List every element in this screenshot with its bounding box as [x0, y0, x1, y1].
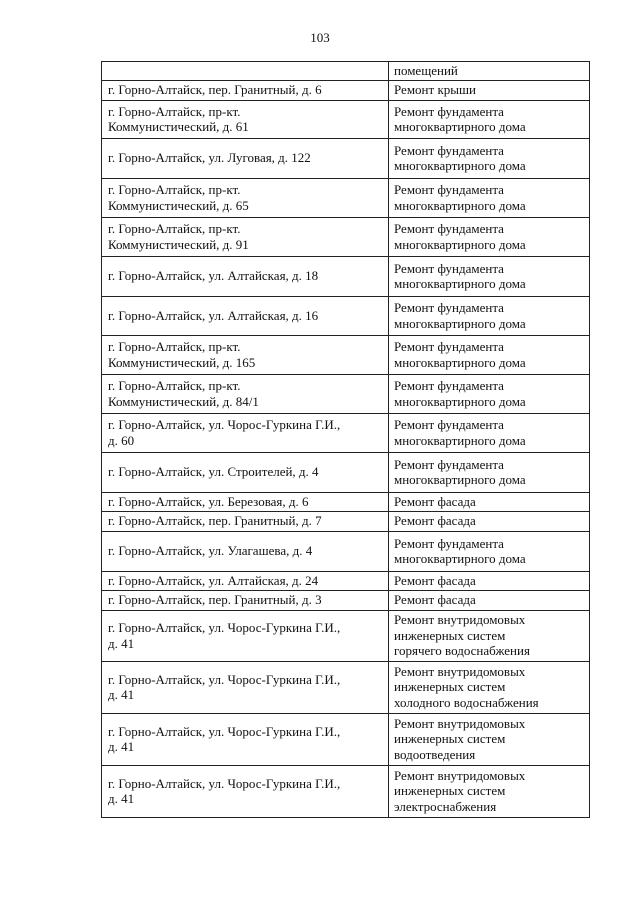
work-type-cell: Ремонт фундамента многоквартирного дома [389, 178, 590, 217]
repair-table-body [102, 62, 590, 818]
table-row [102, 590, 590, 610]
address-cell: г. Горно-Алтайск, пр-кт. Коммунистический, д. 84/1 [102, 374, 389, 413]
table-row [102, 452, 590, 492]
table-row [102, 178, 590, 217]
address-cell: г. Горно-Алтайск, ул. Чорос-Гуркина Г.И., д. 41 [102, 661, 389, 713]
table-row [102, 335, 590, 374]
work-type-cell: Ремонт внутридомовых инженерных систем горячего водоснабжения [389, 610, 590, 661]
work-type-cell: Ремонт фундамента многоквартирного дома [389, 217, 590, 256]
repair-table [101, 61, 590, 818]
work-type-cell: Ремонт фундамента многоквартирного дома [389, 452, 590, 492]
work-type-cell: Ремонт фундамента многоквартирного дома [389, 296, 590, 335]
address-cell: г. Горно-Алтайск, ул. Березовая, д. 6 [102, 492, 389, 511]
work-type-cell: Ремонт фасада [389, 590, 590, 610]
table-row [102, 765, 590, 817]
address-cell: г. Горно-Алтайск, пр-кт. Коммунистический, д. 91 [102, 217, 389, 256]
work-type-cell: помещений [389, 62, 590, 81]
work-type-cell: Ремонт фундамента многоквартирного дома [389, 256, 590, 296]
work-type-cell: Ремонт фасада [389, 571, 590, 590]
table-row [102, 492, 590, 511]
work-type-cell: Ремонт фундамента многоквартирного дома [389, 138, 590, 178]
work-type-cell: Ремонт фасада [389, 511, 590, 531]
address-cell: г. Горно-Алтайск, ул. Чорос-Гуркина Г.И., д. 41 [102, 610, 389, 661]
address-cell: г. Горно-Алтайск, ул. Строителей, д. 4 [102, 452, 389, 492]
address-cell: г. Горно-Алтайск, пер. Гранитный, д. 6 [102, 80, 389, 100]
work-type-cell: Ремонт фасада [389, 492, 590, 511]
table-row [102, 296, 590, 335]
address-cell [102, 62, 389, 81]
address-cell: г. Горно-Алтайск, пр-кт. Коммунистический, д. 61 [102, 100, 389, 138]
table-row [102, 531, 590, 571]
table-row [102, 374, 590, 413]
address-cell: г. Горно-Алтайск, пр-кт. Коммунистический, д. 165 [102, 335, 389, 374]
work-type-cell: Ремонт фундамента многоквартирного дома [389, 374, 590, 413]
table-row [102, 661, 590, 713]
table-row [102, 511, 590, 531]
address-cell: г. Горно-Алтайск, ул. Луговая, д. 122 [102, 138, 389, 178]
work-type-cell: Ремонт фундамента многоквартирного дома [389, 413, 590, 452]
address-cell: г. Горно-Алтайск, ул. Чорос-Гуркина Г.И., д. 60 [102, 413, 389, 452]
address-cell: г. Горно-Алтайск, ул. Алтайская, д. 18 [102, 256, 389, 296]
work-type-cell: Ремонт фундамента многоквартирного дома [389, 100, 590, 138]
table-row [102, 100, 590, 138]
table-row [102, 571, 590, 590]
table-row [102, 610, 590, 661]
address-cell: г. Горно-Алтайск, ул. Алтайская, д. 24 [102, 571, 389, 590]
table-row [102, 80, 590, 100]
work-type-cell: Ремонт фундамента многоквартирного дома [389, 335, 590, 374]
work-type-cell: Ремонт внутридомовых инженерных систем холодного водоснабжения [389, 661, 590, 713]
work-type-cell: Ремонт внутридомовых инженерных систем водоотведения [389, 713, 590, 765]
table-row [102, 413, 590, 452]
address-cell: г. Горно-Алтайск, пер. Гранитный, д. 7 [102, 511, 389, 531]
table-row [102, 62, 590, 81]
address-cell: г. Горно-Алтайск, пер. Гранитный, д. 3 [102, 590, 389, 610]
work-type-cell: Ремонт внутридомовых инженерных систем электроснабжения [389, 765, 590, 817]
table-row [102, 713, 590, 765]
address-cell: г. Горно-Алтайск, ул. Чорос-Гуркина Г.И., д. 41 [102, 765, 389, 817]
address-cell: г. Горно-Алтайск, ул. Чорос-Гуркина Г.И., д. 41 [102, 713, 389, 765]
page-number: 103 [310, 30, 330, 45]
table-row [102, 138, 590, 178]
table-row [102, 256, 590, 296]
table-row [102, 217, 590, 256]
address-cell: г. Горно-Алтайск, ул. Улагашева, д. 4 [102, 531, 389, 571]
address-cell: г. Горно-Алтайск, пр-кт. Коммунистический, д. 65 [102, 178, 389, 217]
address-cell: г. Горно-Алтайск, ул. Алтайская, д. 16 [102, 296, 389, 335]
work-type-cell: Ремонт фундамента многоквартирного дома [389, 531, 590, 571]
work-type-cell: Ремонт крыши [389, 80, 590, 100]
